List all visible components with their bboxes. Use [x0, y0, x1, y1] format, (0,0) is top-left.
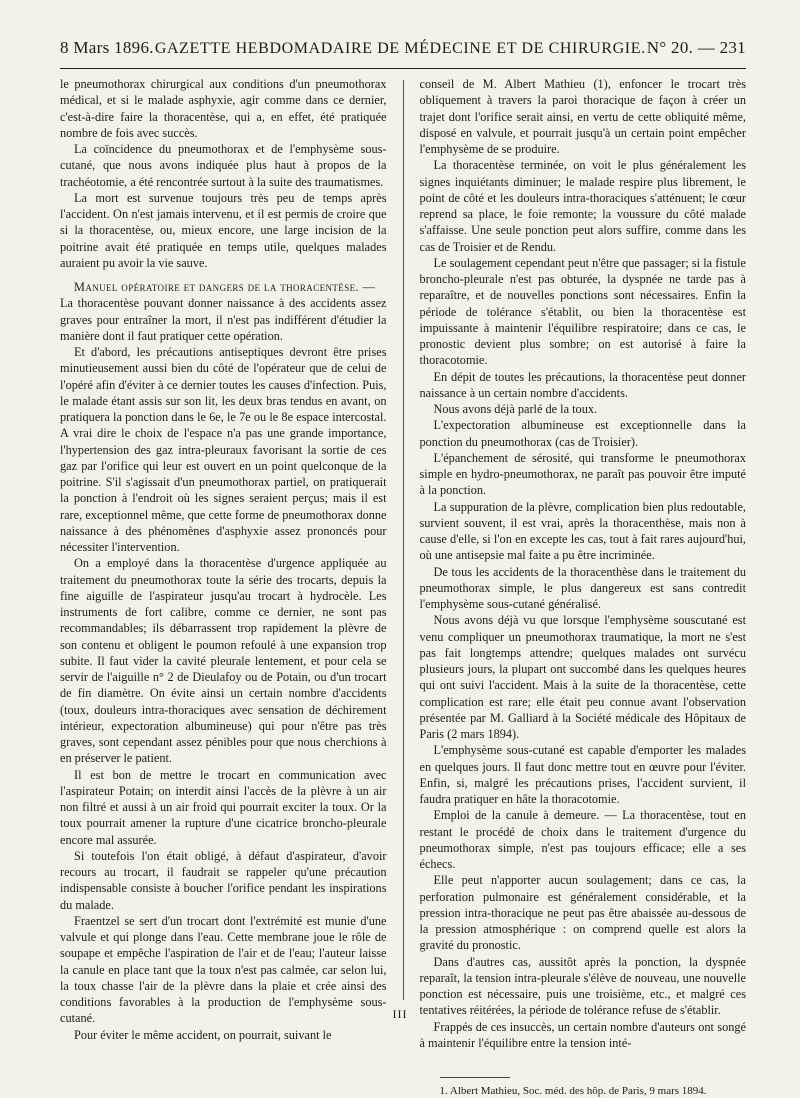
paragraph: La suppuration de la plèvre, complication bien plus redoutable, survient souvent, il est vrai, après la thoracenthèse, mais non à cause d'elle, si l'on en excepte les cas, tout à fait rares aujourd'hui, où une antisepsie mal faite a pu être incriminée.: [419, 499, 746, 563]
paragraph: Et d'abord, les précautions antiseptiques devront être prises minutieusement aussi bien du côté de l'opérateur que de celui de l'opéré afin d'éviter à ce dernier toutes les causes d'infection. Puis, le malade étant assis sur son lit, les deux bras tendus en avant, on pratiquera la ponction dans le 6e, le 7e ou le 8e espace intercostal. A vrai dire le choix de l'espace n'a pas une grande importance, l'hypertension des gaz intra-pleuraux favorisant la sortie de ces gaz par l'orifice qui leur est ouvert en un point quelconque de la poitrine. S'il s'agissait d'un pneumothorax partiel, on pratiquerait la ponction à l'endroit où les signes seraient perçus; mais il est rare, exceptionnel même, que cette forme de pneumothorax donne naissance à des phénomènes d'asphyxie assez prononcés pour nécessiter l'intervention.: [60, 345, 387, 554]
paragraph: On a employé dans la thoracentèse d'urgence appliquée au traitement du pneumothorax toute la série des trocarts, depuis la fine aiguille de l'aspirateur jusqu'au trocart à hydrocèle. Les instruments de fort calibre, comme ce dernier, ne sont pas recommandables; ils débarrassent trop rapidement la plèvre de son contenu et obligent le poumon refoulé à une expansion trop subite. Il faut vider la cavité pleurale lentement, et pour cela se servir de l'aiguille n° 2 de Dieulafoy ou de Potain, ou d'un trocart de fin diamètre. On évite ainsi un certain nombre d'accidents (toux, douleurs intra-thoraciques avec sensation de déchirement intérieur, expectoration albumineuse) qui pour n'être pas très graves, sont cependant assez pénibles pour que nous cherchions à en préserver le patient.: [60, 556, 387, 766]
paragraph: Dans d'autres cas, aussitôt après la ponction, la dyspnée reparaît, la tension intra-pleurale s'élève de nouveau, une nouvelle ponction est nécessaire, puis une troisième, etc., et malgré ces tentatives réitérées, la période de tolérance refuse de s'établir.: [419, 954, 746, 1018]
paragraph: Pour éviter le même accident, on pourrait, suivant le: [74, 1027, 332, 1042]
paragraph: Frappés de ces insuccès, un certain nombre d'auteurs ont songé à maintenir l'équilibre entre la tension inté-: [419, 1019, 746, 1050]
journal-title: GAZETTE HEBDOMADAIRE DE MÉDECINE ET DE CHIRURGIE.: [154, 40, 646, 57]
paragraph: le pneumothorax chirurgical aux conditions d'un pneumothorax médical, et si le malade asphyxie, agir comme dans ce dernier, c'est-à-dire faire la thoracentèse, qui a, en effet, été pratiquée nombre de fois avec succès.: [60, 77, 387, 140]
paragraph: conseil de M. Albert Mathieu (1), enfoncer le trocart très obliquement à travers la paroi thoracique de façon à créer un trajet dont l'orifice serait ainsi, en vertu de cette obliquité même, disposé en valvule, et pourrait jusqu'à un certain point empêcher l'emphysème de se produire.: [419, 77, 746, 156]
paragraph: Le soulagement cependant peut n'être que passager; si la fistule broncho-pleurale n'est pas obturée, la dyspnée ne tarde pas à reparaître, et de nouvelles ponctions sont nécessaires. Enfin la période de tolérance s'établit, ou bien la thoracentèse est impuissante à maintenir l'équilibre respiratoire; dans ce cas, le pronostic devient plus sombre; on est autorisé à faire la thoracotomie.: [419, 255, 746, 368]
paragraph: La coïncidence du pneumothorax et de l'emphysème sous-cutané, que nous avons indiquée plus haut à propos de la trachéotomie, a été rencontrée surtout à la suite des traumatismes.: [60, 142, 387, 189]
paragraph: De tous les accidents de la thoracenthèse dans le traitement du pneumothorax simple, le plus dangereux est sans contredit l'emphysème sous-cutané généralisé.: [419, 564, 746, 611]
footnote-rule: [440, 1077, 510, 1078]
paragraph: L'emphysème sous-cutané est capable d'emporter les malades en quelques jours. Il faut donc mettre tout en œuvre pour l'éviter. Enfin, si, malgré les précautions prises, l'accident survient, il faudra pratiquer en hâte la thoracotomie.: [419, 743, 746, 806]
paragraph: En dépit de toutes les précautions, la thoracentèse peut donner naissance à un certain nombre d'accidents.: [419, 369, 746, 400]
paragraph: La thoracentèse pouvant donner naissance à des accidents assez graves pour entraîner la mort, il n'est pas indifférent d'étudier la manière dont il faut pratiquer cette opération.: [60, 296, 387, 343]
footnote: 1. Albert Mathieu, Soc. méd. des hôp. de Paris, 9 mars 1894.: [439, 1085, 707, 1097]
paragraph: La thoracentèse terminée, on voit le plus généralement les signes inquiétants diminuer; le malade respire plus librement, le point de côté et les douleurs intra-thoraciques s'atténuent; le cœur reprend sa place, le foie remonte; la voussure du côté malade s'affaisse. Une seule ponction peut alors suffire, comme dans les cas de Troisier et de Rendu.: [419, 158, 746, 254]
page-number: N° 20. — 231: [646, 38, 746, 57]
folio-mark: III: [392, 1007, 408, 1021]
paragraph: Nous avons déjà vu que lorsque l'emphysème souscutané est venu compliquer un pneumothorax traumatique, la mort ne s'est pas fait longtemps attendre; quelques malades ont survécu plusieurs jours, la plupart ont succombé dans les quelques heures qui ont suivi l'accident. Mais à la suite de la thoracentèse, cette complication est rare; elle était peu connue avant l'observation présentée par M. Galliard à la Société médicale des Hôpitaux de Paris (2 mars 1894).: [419, 613, 746, 741]
header-rule: [60, 68, 746, 69]
section-heading: Manuel opératoire et dangers de la thoracentèse. —: [74, 280, 376, 294]
paragraph: Elle peut n'apporter aucun soulagement; dans ce cas, la perforation pulmonaire est généralement considérable, et la pression intra-thoracique ne peut pas être abaissée au-dessous de la pression atmosphérique : on comprend quelle est alors la gravité du pronostic.: [419, 873, 746, 953]
spacer: [60, 271, 387, 279]
running-header: [60, 38, 746, 64]
paragraph: Fraentzel se sert d'un trocart dont l'extrémité est munie d'une valvule et qui plonge dans l'eau. Cette membrane joue le rôle de soupape et empêche l'aspiration de l'air et de l'eau; l'auteur laisse la canule en place tant que la toux n'est pas calmée, car selon lui, la toux chasse l'air de la plèvre dans la plaie et crée ainsi des conditions favorables à la production de l'emphysème sous-cutané.: [60, 913, 387, 1026]
column-divider: [403, 80, 404, 1000]
paragraph: L'épanchement de sérosité, qui transforme le pneumothorax simple en hydro-pneumothorax, ne paraît pas pouvoir être imputé à la ponction.: [419, 450, 746, 498]
left-column: [60, 76, 387, 1042]
right-column: [419, 76, 747, 1097]
paragraph: L'expectoration albumineuse est exceptionnelle dans la ponction du pneumothorax (cas de Troisier).: [419, 418, 746, 449]
paragraph: Nous avons déjà parlé de la toux.: [433, 402, 598, 416]
paragraph: La mort est survenue toujours très peu de temps après l'accident. On n'est jamais intervenu, et il est permis de croire que si la thoracentèse, ou, mieux encore, une large incision de la poitrine avait été pratiquée en temps utile, quelques malades auraient pu avoir la vie sauve.: [60, 190, 387, 270]
paragraph: Il est bon de mettre le trocart en communication avec l'aspirateur Potain; on interdit ainsi l'accès de la plèvre à un air non filtré et aussi à un air froid qui pourrait exciter la toux. Or la toux pourrait amener la rupture d'une cicatrice broncho-pleurale encore mal assurée.: [60, 767, 387, 847]
paragraph: Emploi de la canule à demeure. — La thoracentèse, tout en restant le procédé de choix dans le traitement d'urgence du pneumothorax simple, n'est pas toujours efficace; elle a ses échecs.: [419, 808, 746, 871]
paragraph: Si toutefois l'on était obligé, à défaut d'aspirateur, d'avoir recours au trocart, il faudrait se rappeler qu'une précaution indispensable consiste à boucher l'orifice pendant les inspirations du malade.: [60, 848, 387, 912]
header-date: 8 Mars 1896.: [60, 38, 154, 57]
